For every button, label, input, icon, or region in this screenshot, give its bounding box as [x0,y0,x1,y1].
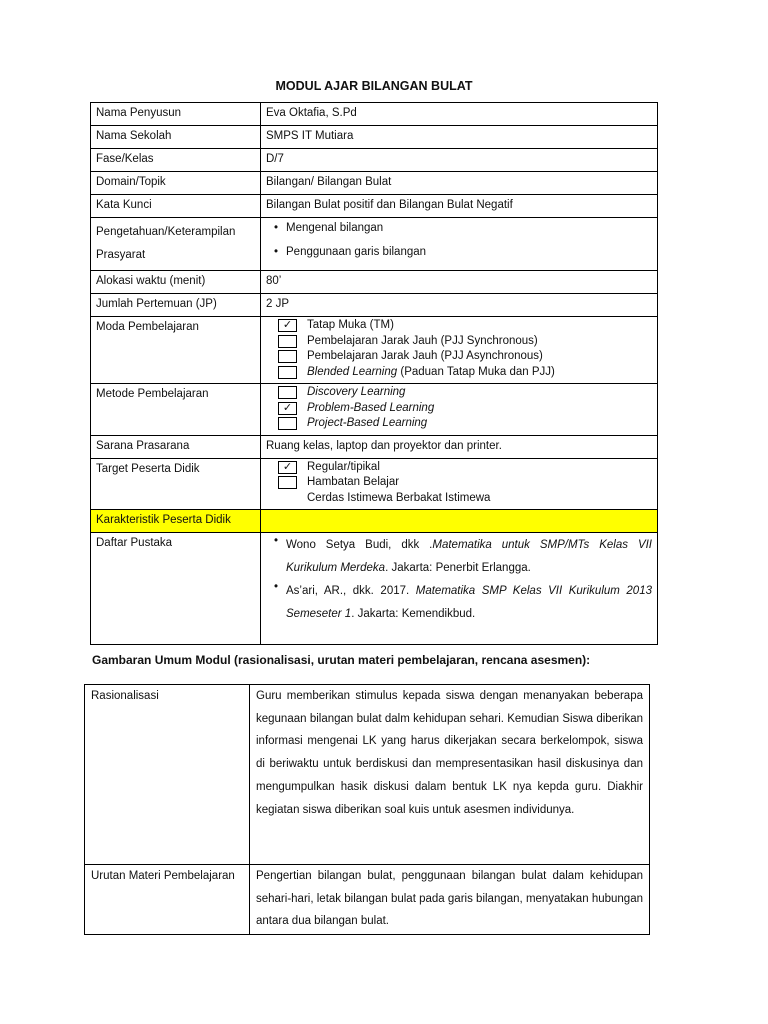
option-label: Pembelajaran Jarak Jauh (PJJ Synchronous) [307,334,538,347]
row-value [250,685,650,865]
row-value: Ruang kelas, laptop dan proyektor dan printer. [261,435,658,458]
row-value: D/7 [261,149,658,172]
document-title: MODUL AJAR BILANGAN BULAT [275,79,473,93]
checkbox-checked[interactable]: ✓ [278,319,297,332]
prasyarat-list [266,221,652,260]
table-row [91,435,658,458]
option-label: Problem-Based Learning [307,401,435,414]
option-label: Regular/tipikal [307,460,380,473]
table-row [91,384,658,436]
overview-table [84,684,650,935]
list-item [266,534,652,580]
moda-option [266,318,652,334]
target-option [266,491,652,507]
option-label: Hambatan Belajar [307,476,400,488]
table-row [91,195,658,218]
option-label: Project-Based Learning [307,417,428,429]
bullet-icon: • [273,222,279,234]
checkbox[interactable] [278,386,297,399]
checkbox[interactable] [278,417,297,430]
moda-option [266,334,652,350]
moda-option [266,349,652,365]
section-heading: Gambaran Umum Modul (rasionalisasi, urutan materi pembelajaran, rencana asesmen): [92,653,591,667]
prasyarat-label-line-1: Pengetahuan/Keterampilan [96,226,236,238]
row-value: SMPS IT Mutiara [261,126,658,149]
row-label: Alokasi waktu (menit) [91,271,261,294]
row-value: 80’ [261,271,658,294]
bullet-icon: • [273,245,279,258]
ref-author: Wono Setya Budi, dkk . [286,539,433,551]
table-row-highlighted [91,510,658,533]
row-value [261,533,658,645]
target-option [266,460,652,476]
row-value: 2 JP [261,294,658,317]
ref-author: As’ari, AR., dkk. 2017. [286,585,416,597]
metode-option [266,385,652,401]
list-item [266,580,652,626]
table-row [91,103,658,126]
row-value: Bilangan Bulat positif dan Bilangan Bulat Negatif [261,195,658,218]
bullet-icon: • [273,535,279,547]
table-row [91,149,658,172]
ref-publisher: . Jakarta: Kemendikbud. [351,608,476,620]
reference-text [286,534,652,580]
table-row [91,271,658,294]
reference-text [286,580,652,626]
metode-option [266,416,652,432]
table-row [91,218,658,271]
row-label: Karakteristik Peserta Didik [91,510,261,533]
row-label: Jumlah Pertemuan (JP) [91,294,261,317]
option-label: Tatap Muka (TM) [307,319,394,331]
row-value: Eva Oktafia, S.Pd [261,103,658,126]
ref-title: Matematika SMP Kelas VII Kurikulum 2013 Semeseter 1 [286,585,652,620]
checkbox-checked[interactable]: ✓ [278,461,297,474]
row-value [261,510,658,533]
checkbox-checked[interactable]: ✓ [278,402,297,415]
row-label: Nama Sekolah [91,126,261,149]
table-row [91,317,658,384]
row-value [261,384,658,436]
row-value [261,218,658,271]
checkbox[interactable] [278,476,297,489]
row-label: Target Peserta Didik [91,458,261,510]
checkbox[interactable] [278,366,297,379]
ref-title: Matematika untuk SMP/MTs Kelas VII Kurikulum Merdeka [286,539,653,574]
row-value: Bilangan/ Bilangan Bulat [261,172,658,195]
table-row [91,458,658,510]
row-label: Metode Pembelajaran [91,384,261,436]
row-label: Domain/Topik [91,172,261,195]
bullet-icon: • [273,581,279,593]
list-item [266,221,652,237]
list-item-text: Penggunaan garis bilangan [286,245,427,258]
target-option [266,475,652,491]
module-info-table [90,102,658,645]
prasyarat-label-line-2: Prasyarat [96,249,146,261]
checkbox[interactable] [278,492,297,505]
table-row [85,685,650,865]
row-label [91,218,261,271]
metode-option [266,401,652,417]
checkbox[interactable] [278,350,297,363]
rasionalisasi-text: Guru memberikan stimulus kepada siswa dengan menanyakan beberapa kegunaan bilangan bulat dalm kehidupan sehari. Kemudian Siswa diberikan informasi mengenai LK yang harus dikerjakan secara berkelompok, siswa di beriwaktu untuk berdiskusi dan mempresentasikan hasil diskusinya dan mengumpulkan hasik diskusi dalam bentuk LK nya kepda guru. Diakhir kegiatan siswa diberikan soal kuis untuk asesmen individunya. [256,690,643,816]
option-label: Cerdas Istimewa Berbakat Istimewa [307,491,491,504]
ref-publisher: . Jakarta: Penerbit Erlangga. [385,562,531,574]
checkbox[interactable] [278,335,297,348]
reference-list [266,534,652,626]
option-label: Pembelajaran Jarak Jauh (PJJ Asynchronous) [307,350,543,362]
option-label: (Paduan Tatap Muka dan PJJ) [397,365,555,378]
table-row [91,294,658,317]
row-label: Fase/Kelas [91,149,261,172]
row-value [261,317,658,384]
option-label: Discovery Learning [307,386,406,398]
list-item [266,245,652,261]
row-label: Rasionalisasi [85,685,250,865]
moda-option [266,365,652,381]
table-row [91,172,658,195]
row-label: Daftar Pustaka [91,533,261,645]
table-row [91,126,658,149]
row-label: Nama Penyusun [91,103,261,126]
row-label: Sarana Prasarana [91,435,261,458]
row-label: Moda Pembelajaran [91,317,261,384]
table-row [91,533,658,645]
row-value [250,865,650,935]
option-label-italic: Blended Learning [307,365,398,378]
table-row [85,865,650,935]
urutan-text: Pengertian bilangan bulat, penggunaan bilangan bulat dalam kehidupan sehari-hari, letak bilangan bulat pada garis bilangan, menyatakan hubungan antara dua bilangan bulat. [256,870,643,928]
row-label: Urutan Materi Pembelajaran [85,865,250,935]
row-label: Kata Kunci [91,195,261,218]
row-value [261,458,658,510]
list-item-text: Mengenal bilangan [286,222,384,234]
